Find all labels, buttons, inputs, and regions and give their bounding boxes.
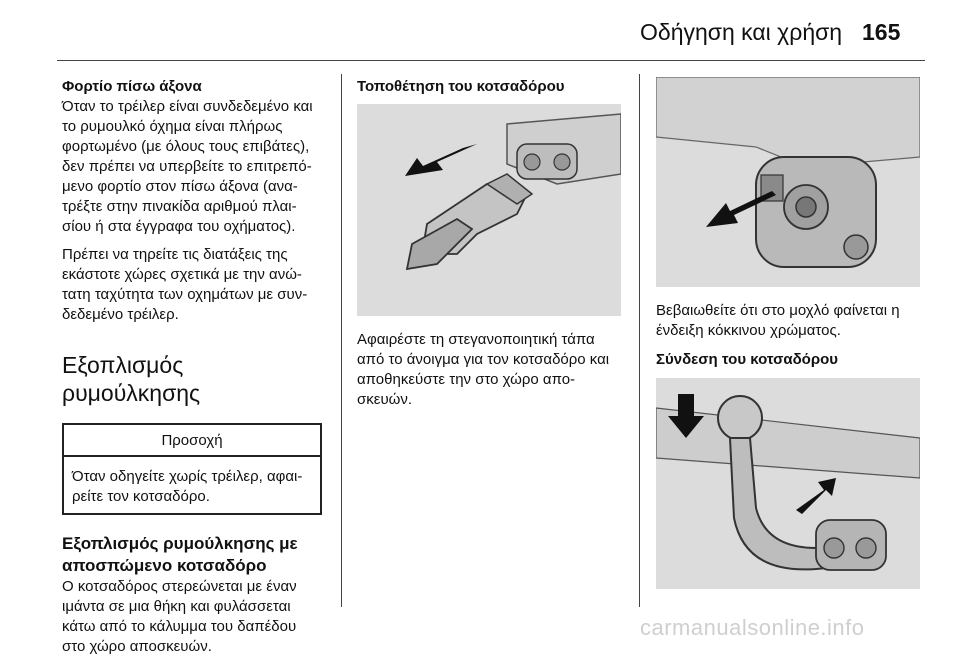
column-divider-left: [341, 74, 342, 607]
text-line: εκάστοτε χώρες σχετικά με την ανώ-: [62, 266, 302, 283]
text-line: Όταν το τρέιλερ είναι συνδεδεμένο και: [62, 98, 313, 115]
text-line: δεν πρέπει να υπερβείτε το επιτρεπό-: [62, 158, 312, 175]
text-line: από το άνοιγμα για τον κοτσαδόρο και: [357, 351, 610, 368]
heading-line: αποσπώμενο κοτσαδόρο: [62, 556, 267, 575]
text-line: Ο κοτσαδόρος στερεώνεται με έναν: [62, 578, 297, 595]
text-line: σίου ή στα έγγραφα του οχήματος).: [62, 218, 296, 235]
text-line: Όταν οδηγείτε χωρίς τρέιλερ, αφαι-: [72, 468, 303, 485]
rear-axle-load-paragraph: [62, 97, 326, 237]
towbar-storage-paragraph: [62, 577, 326, 657]
text-line: φορτωμένο (με όλους τους επιβάτες),: [62, 138, 310, 155]
figure-red-indicator: [656, 77, 920, 287]
watermark: carmanualsonline.info: [640, 615, 865, 640]
text-line: τατη ταχύτητα των οχημάτων με συν-: [62, 286, 308, 303]
text-line: ιμάντα σε μια θήκη και φυλάσσεται: [62, 598, 291, 615]
header-rule: [57, 60, 925, 61]
text-line: δεδεμένο τρέιλερ.: [62, 306, 179, 323]
page-number: 165: [862, 19, 901, 45]
text-line: Πρέπει να τηρείτε τις διατάξεις της: [62, 246, 288, 263]
mounting-towbar-heading: Τοποθέτηση του κοτσαδόρου: [357, 78, 565, 95]
caution-text: [64, 457, 320, 513]
connecting-towbar-heading: Σύνδεση του κοτσαδόρου: [656, 351, 839, 368]
figure-connect-towbar: [656, 378, 920, 589]
rear-axle-load-heading: Φορτίο πίσω άξονα: [62, 78, 202, 95]
heading-line: Εξοπλισμός ρυμούλκησης με: [62, 534, 298, 553]
caution-box: [62, 423, 322, 515]
text-line: ρείτε τον κοτσαδόρο.: [72, 488, 210, 505]
text-line: σκευών.: [357, 391, 413, 408]
lever-indicator-illustration: [656, 77, 920, 287]
towing-equipment-heading: Εξοπλισμός ρυμούλκησης: [62, 352, 201, 406]
text-line: το ρυμουλκό όχημα είναι πλήρως: [62, 118, 283, 135]
text-line: τρέξτε στην πινακίδα αριθμού πλαι-: [62, 198, 297, 215]
figure-remove-plug: [357, 104, 621, 316]
text-line: αποθηκεύστε την στο χώρο απο-: [357, 371, 576, 388]
caution-title: Προσοχή: [64, 425, 320, 457]
column-divider-right: [639, 74, 640, 607]
remove-plug-caption: [357, 330, 629, 410]
column-1: [62, 77, 326, 657]
red-indicator-caption: [656, 301, 928, 341]
text-line: κάτω από το κάλυμμα του δαπέδου: [62, 618, 297, 635]
towbar-connection-illustration: [656, 378, 920, 589]
text-line: Αφαιρέστε τη στεγανοποιητική τάπα: [357, 331, 595, 348]
sealing-plug-illustration: [357, 104, 621, 316]
detachable-towbar-heading: [62, 533, 326, 577]
text-line: μενο φορτίο στον πίσω άξονα (ανα-: [62, 178, 298, 195]
text-line: ένδειξη κόκκινου χρώματος.: [656, 322, 841, 339]
header-title: Οδήγηση και χρήση: [640, 19, 843, 45]
text-line: Βεβαιωθείτε ότι στο μοχλό φαίνεται η: [656, 302, 900, 319]
text-line: στο χώρο αποσκευών.: [62, 638, 212, 655]
speed-regulation-paragraph: [62, 245, 326, 325]
